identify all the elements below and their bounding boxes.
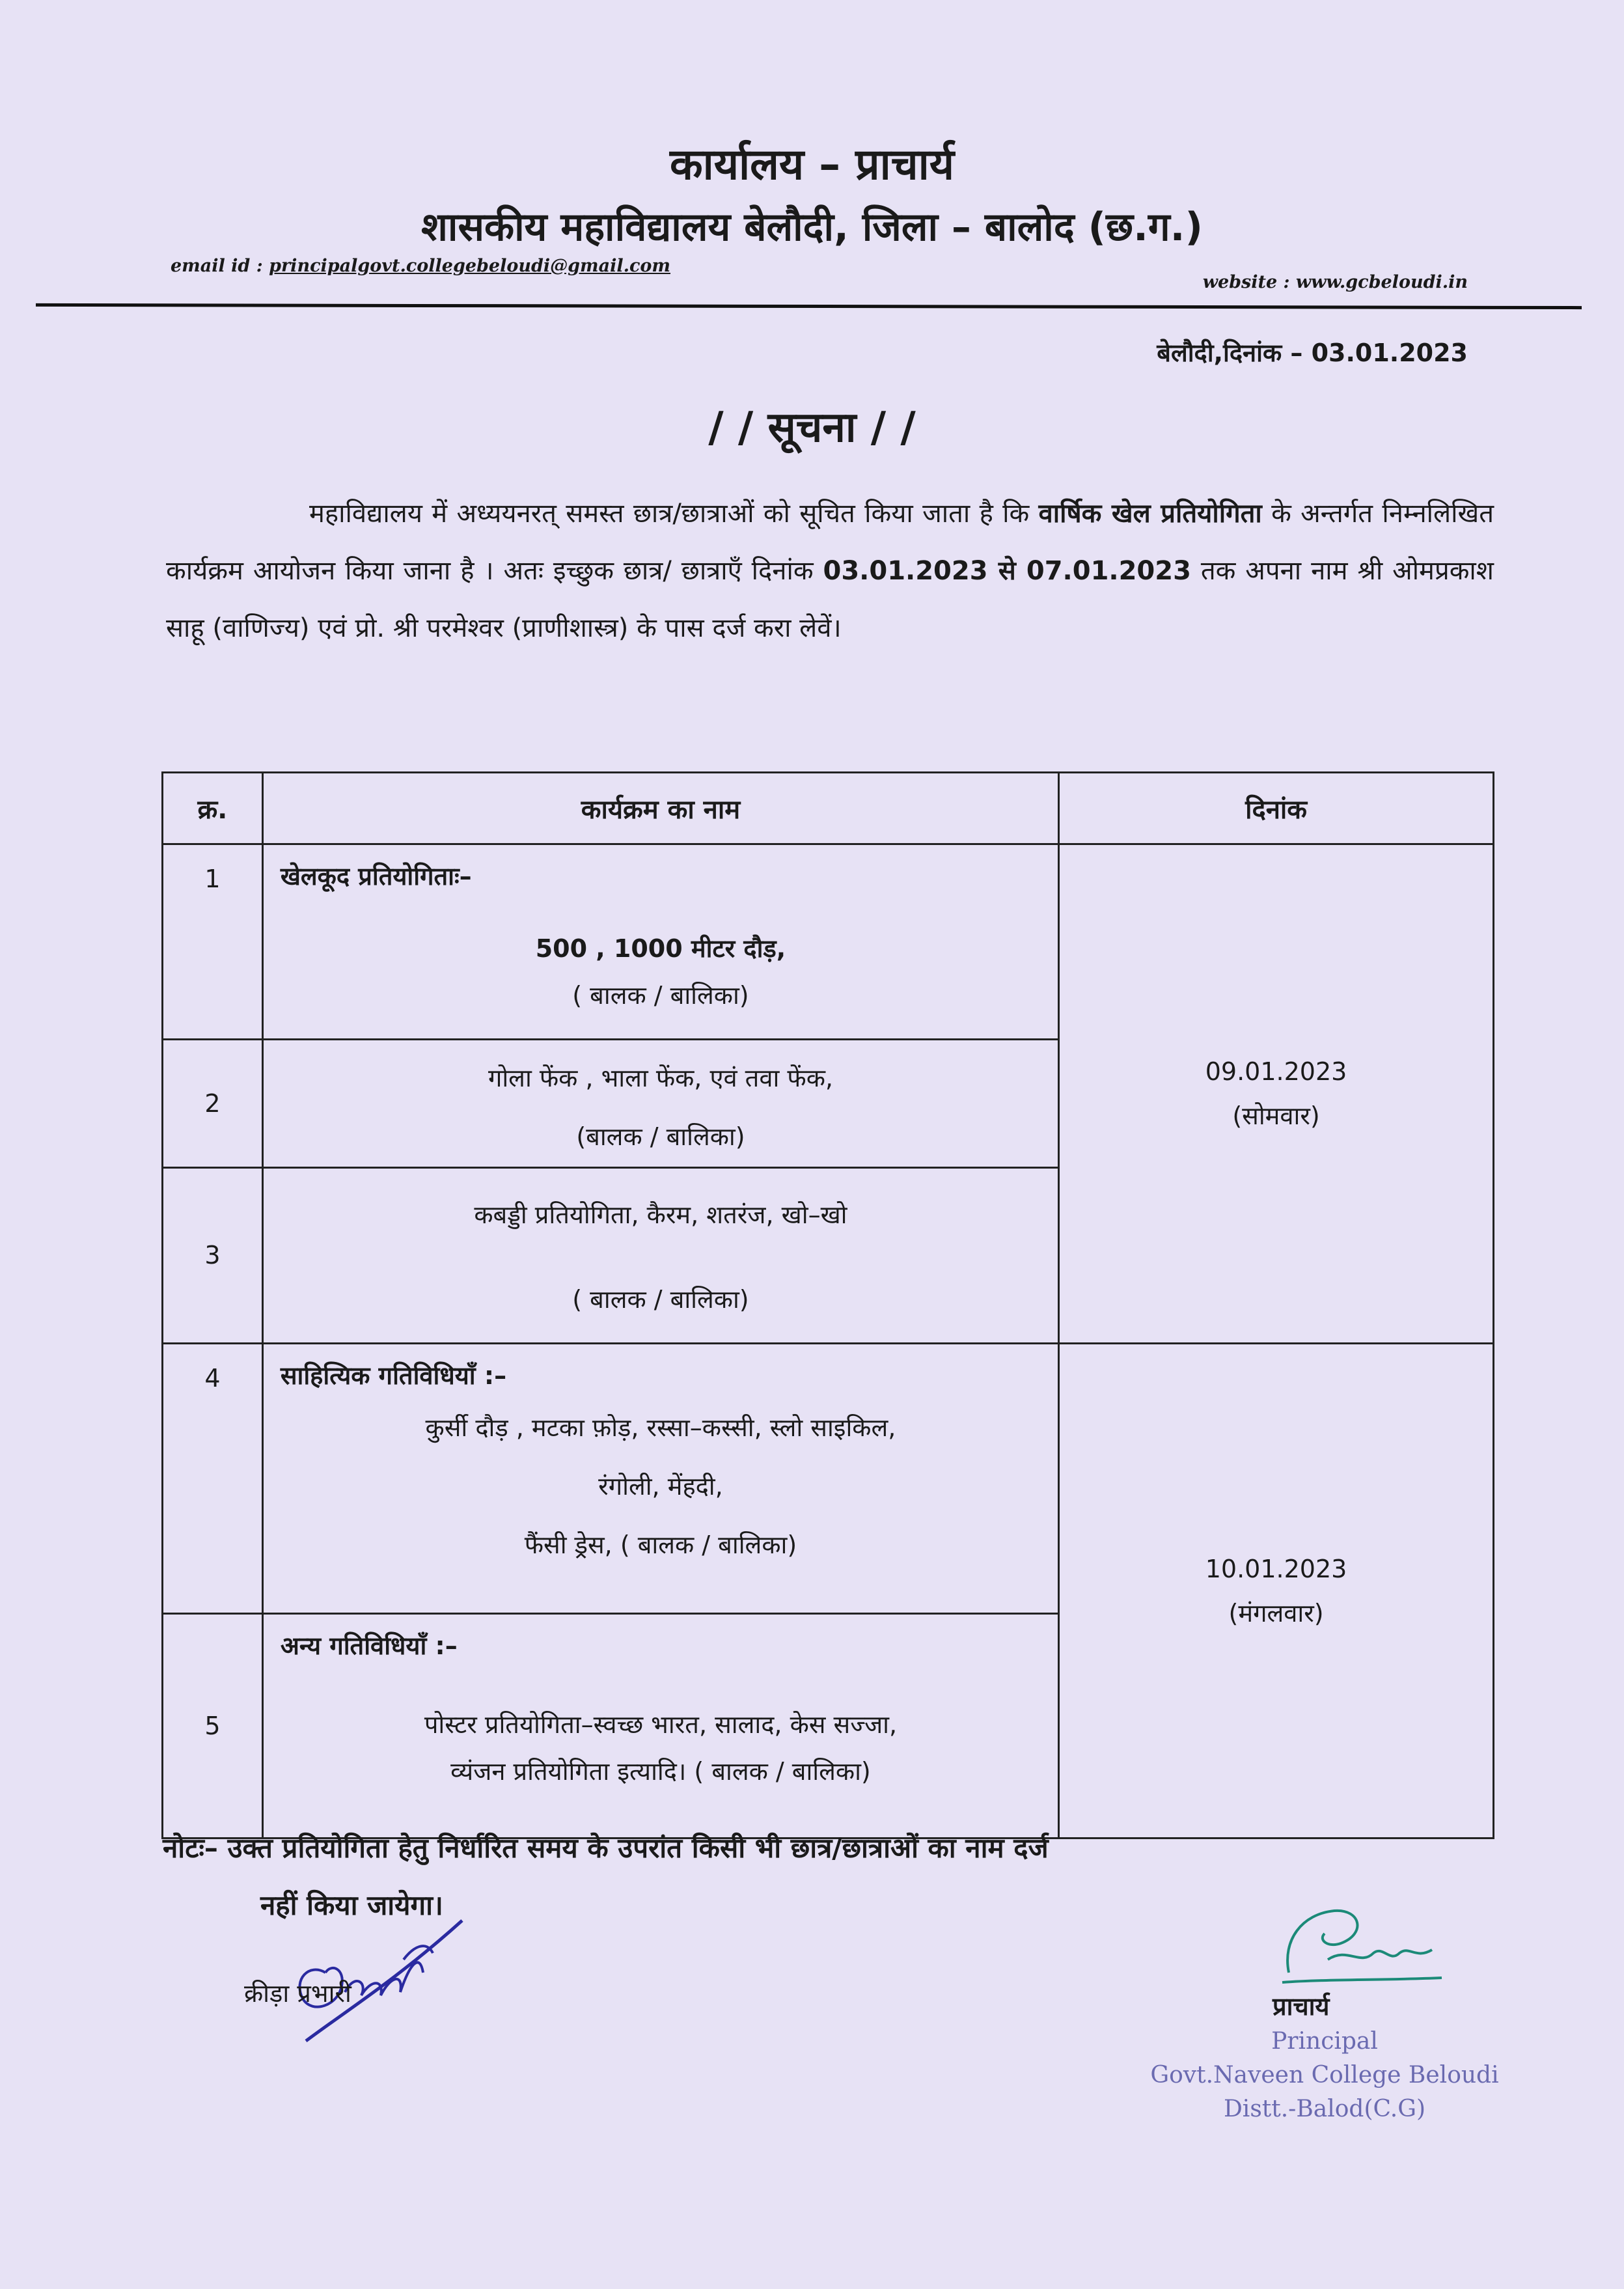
para-part-3: तक अपना नाम श्री ओमप्रकाश साहू (वाणिज्य) एवं प्रो. श्री परमेश्वर (प्राणीशास्त्र) के पास दर्ज करा लेवें। (166, 556, 1494, 643)
row-content (262, 1344, 1058, 1614)
row-content (262, 844, 1058, 1040)
email-address: principalgovt.collegebeloudi@gmail.com (269, 256, 671, 276)
table-row (163, 1344, 1494, 1614)
row-line: गोला फेंक , भाला फेंक, एवं तवा फेंक, (488, 1064, 833, 1092)
row-heading: अन्य गतिविधियाँ :– (280, 1631, 458, 1660)
row-no: 3 (163, 1168, 263, 1344)
table-header-row (163, 773, 1494, 844)
row-heading: साहित्यिक गतिविधियाँ :– (280, 1361, 507, 1390)
seal-line: Distt.-Balod(C.G) (1223, 2096, 1426, 2122)
row-heading: खेलकूद प्रतियोगिताः– (280, 862, 472, 891)
header-rule (36, 303, 1582, 309)
office-heading: कार्यालय – प्राचार्य (669, 139, 955, 189)
row-content (262, 1614, 1058, 1838)
row-line: व्यंजन प्रतियोगिता इत्यादि। ( बालक / बालिका) (450, 1757, 871, 1786)
header-no: क्र. (163, 773, 263, 844)
row-line: रंगोली, मेंहदी, (598, 1472, 723, 1501)
row-line: ( बालक / बालिका) (572, 1285, 749, 1314)
row-line: फैंसी ड्रेस, ( बालक / बालिका) (524, 1531, 797, 1559)
note-line-1: नोटः– उक्त प्रतियोगिता हेतु निर्धारित समय के उपरांत किसी भी छात्र/छात्राओं का नाम दर्ज (163, 1832, 1049, 1864)
row-line: ( बालक / बालिका) (572, 981, 749, 1010)
principal-label: प्राचार्य (1273, 1992, 1330, 2021)
college-seal (1129, 2025, 1520, 2126)
header-name: कार्यक्रम का नाम (262, 773, 1058, 844)
notice-date: बेलौदी,दिनांक – 03.01.2023 (1157, 339, 1468, 367)
row-body (264, 893, 1057, 1019)
sports-incharge-label: क्रीड़ा प्रभारी (244, 1979, 351, 2008)
note (163, 1820, 1491, 1934)
row-no: 1 (163, 844, 263, 1040)
para-bold-2: 03.01.2023 से 07.01.2023 (823, 556, 1191, 586)
notice-title: / / सूचना / / (708, 404, 916, 452)
notice-paragraph (166, 485, 1494, 657)
row-no: 5 (163, 1614, 263, 1838)
date-value: 10.01.2023 (1205, 1554, 1347, 1583)
header-date: दिनांक (1059, 773, 1494, 844)
para-bold-1: वार्षिक खेल प्रतियोगिता (1038, 499, 1262, 529)
date-value: 09.01.2023 (1205, 1057, 1347, 1086)
seal-line: Govt.Naveen College Beloudi (1150, 2062, 1499, 2088)
row-content (262, 1040, 1058, 1168)
row-line: (बालक / बालिका) (576, 1122, 745, 1151)
row-body (264, 1169, 1057, 1342)
seal-line: Principal (1271, 2028, 1378, 2055)
row-body (264, 1041, 1057, 1166)
college-heading: शासकीय महाविद्यालय बेलौदी, जिला – बालोद (छ.ग.) (421, 204, 1203, 250)
para-part-2: के अन्तर्गत निम्नलिखित कार्यक्रम आयोजन किया जाना है । अतः इच्छुक छात्र/ छात्राएँ दिनांक (166, 499, 1494, 586)
row-no: 2 (163, 1040, 263, 1168)
date-cell-1 (1059, 844, 1494, 1344)
row-body (264, 1662, 1057, 1795)
date-day: (मंगलवार) (1228, 1598, 1324, 1628)
date-cell-2 (1059, 1344, 1494, 1838)
programme-table (161, 771, 1494, 1839)
note-line-2: नहीं किया जायेगा। (260, 1889, 443, 1921)
website-line: website : www.gcbeloudi.in (1202, 272, 1468, 292)
row-line: 500 , 1000 मीटर दौड़, (535, 934, 786, 963)
para-part-1: महाविद्यालय में अध्ययनरत् समस्त छात्र/छात्राओं को सूचित किया जाता है कि (309, 499, 1030, 529)
row-line: कुर्सी दौड़ , मटका फ़ोड़, रस्सा–कस्सी, स्लो साइकिल, (425, 1413, 896, 1442)
date-day: (सोमवार) (1232, 1102, 1320, 1130)
email-label: email id : (171, 256, 263, 276)
row-line: कबड्डी प्रतियोगिता, कैरम, शतरंज, खो–खो (474, 1200, 847, 1229)
row-body (264, 1392, 1057, 1574)
row-line: पोस्टर प्रतियोगिता–स्वच्छ भारत, सालाद, केस सज्जा, (424, 1710, 898, 1739)
row-no: 4 (163, 1344, 263, 1614)
row-content (262, 1168, 1058, 1344)
table-row (163, 844, 1494, 1040)
email-line (171, 256, 670, 276)
